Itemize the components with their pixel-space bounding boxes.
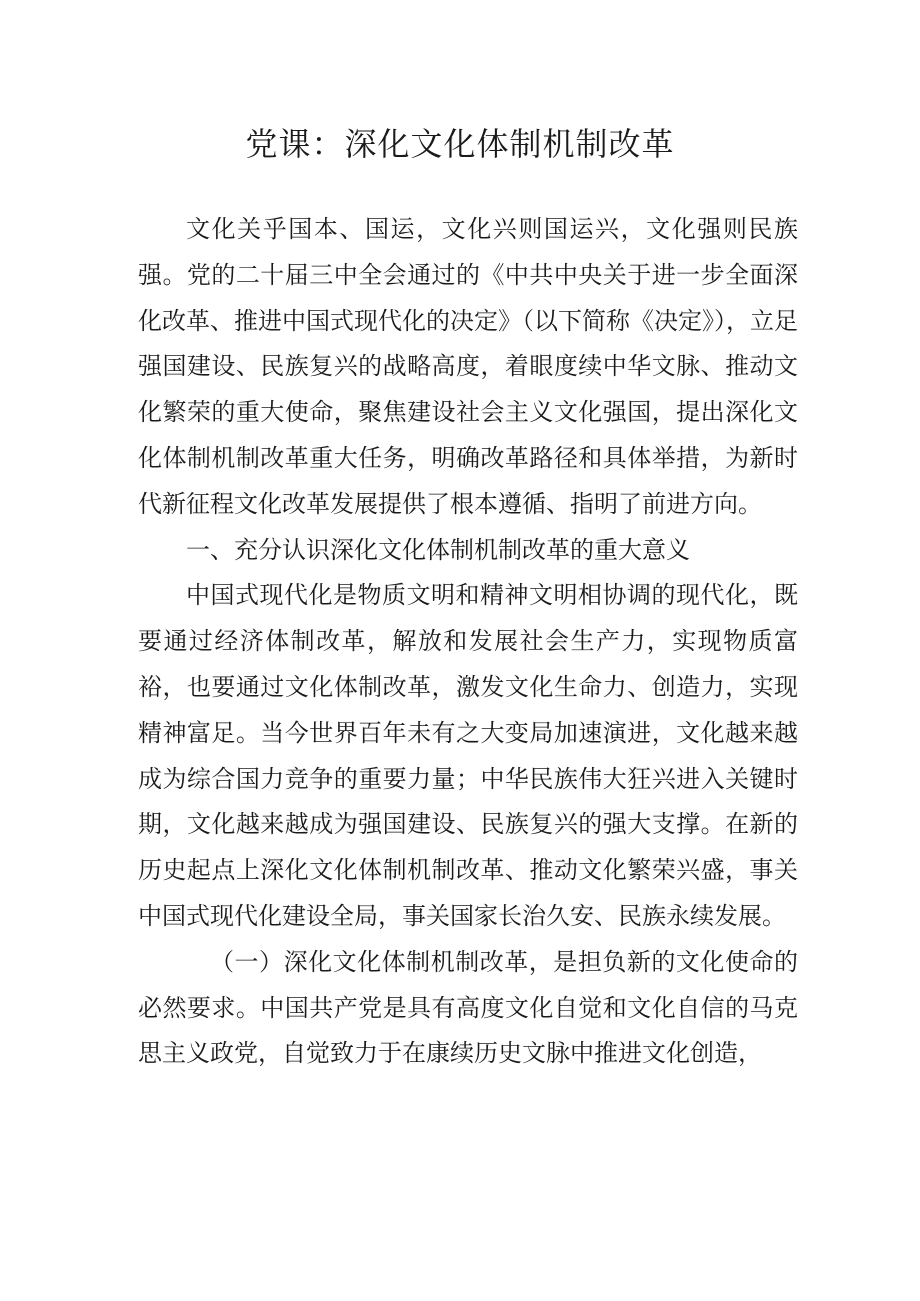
document-title: 党课：深化文化体制机制改革: [245, 125, 675, 163]
paragraph-significance: 中国式现代化是物质文明和精神文明相协调的现代化，既要通过经济体制改革，解放和发展社会生产力，实现物质富裕，也要通过文化体制改革，激发文化生命力、创造力，实现精神富足。当今世界百年未有之大变局加速演进，文化越来越成为综合国力竞争的重要力量；中华民族伟大狂兴进入关键时期，文化越来越成为强国建设、民族复兴的强大支撑。在新的历史起点上深化文化体制机制改革、推动文化繁荣兴盛，事关中国式现代化建设全局，事关国家长治久安、民族永续发展。: [138, 581, 798, 930]
paragraph-subsection-1: （一）深化文化体制机制改革，是担负新的文化使命的必然要求。中国共产党是具有高度文化自觉和文化自信的马克思主义政党，自觉致力于在康续历史文脉中推进文化创造，: [138, 947, 798, 1068]
section-heading-1: 一、充分认识深化文化体制机制改革的重大意义: [186, 535, 690, 564]
paragraph-intro: 文化关乎国本、国运，文化兴则国运兴，文化强则民族强。党的二十届三中全会通过的《中共中央关于进一步全面深化改革、推进中国式现代化的决定》（以下简称《决定》），立足强国建设、民族复兴的战略高度，着眼度续中华文脉、推动文化繁荣的重大使命，聚焦建设社会主义文化强国，提出深化文化体制机制改革重大任务，明确改革路径和具体举措，为新时代新征程文化改革发展提供了根本遵循、指明了前进方向。: [138, 215, 798, 518]
document-body: [138, 207, 798, 1077]
